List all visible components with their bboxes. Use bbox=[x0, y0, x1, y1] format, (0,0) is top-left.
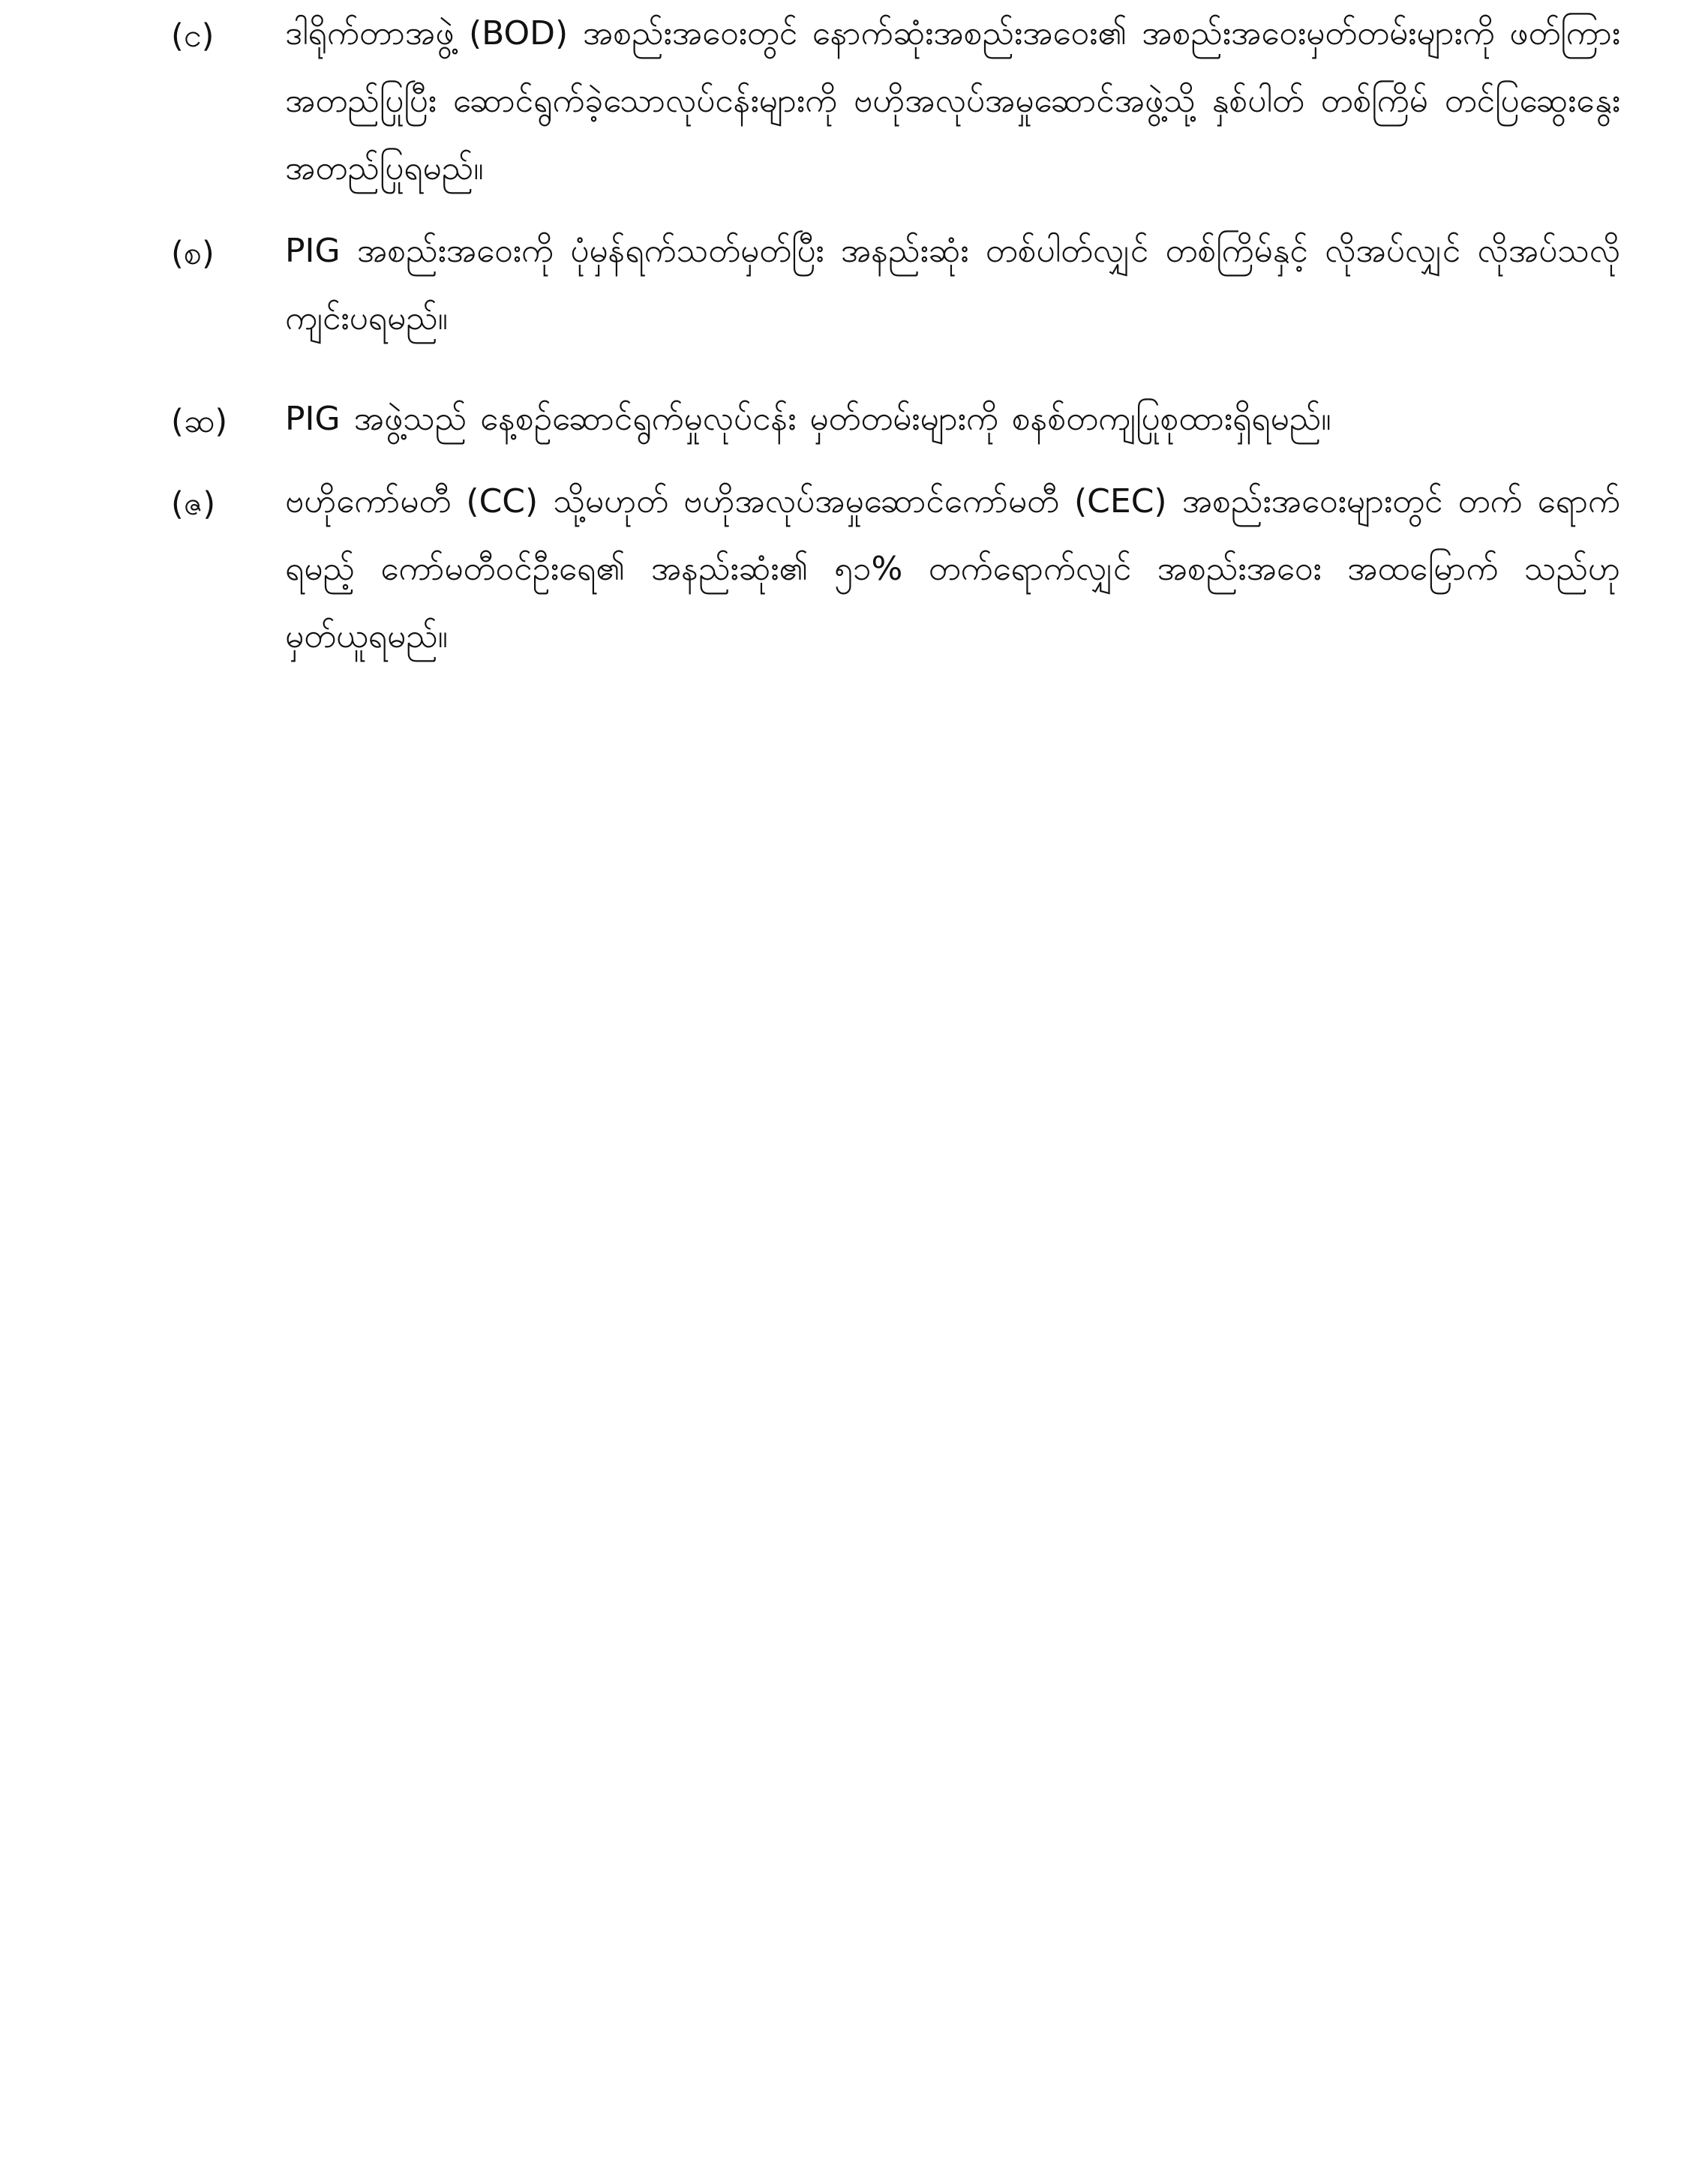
list-item bbox=[171, 386, 1620, 460]
item-marker: (င) bbox=[171, 17, 215, 55]
item-text: ဒါရိုက်တာအဖွဲ့ (BOD) အစည်းအဝေးတွင် နောက်ဆုံးအစည်းအဝေး၏ အစည်းအဝေးမှတ်တမ်းများကို ဖတ်ကြားအတည်ပြုပြီး ဆောင်ရွက်ခဲ့သောလုပ်ငန်းများကို ဗဟိုအလုပ်အမှုဆောင်အဖွဲ့သို့ နှစ်ပါတ် တစ်ကြိမ် တင်ပြဆွေးနွေးအတည်ပြုရမည်။ bbox=[285, 14, 1620, 188]
rules-list bbox=[171, 0, 1620, 670]
item-marker: (ဇ) bbox=[171, 485, 216, 523]
list-item bbox=[171, 0, 1620, 202]
list-item bbox=[171, 218, 1620, 370]
list-item bbox=[171, 468, 1620, 670]
item-text: PIG အစည်းအဝေးကို ပုံမှန်ရက်သတ်မှတ်ပြီး အနည်းဆုံး တစ်ပါတ်လျှင် တစ်ကြိမ်နှင့် လိုအပ်လျှင် လိုအပ်သလို ကျင်းပရမည်။ bbox=[285, 232, 1620, 338]
item-text: PIG အဖွဲ့သည် နေ့စဉ်ဆောင်ရွက်မှုလုပ်ငန်း မှတ်တမ်းများကို စနစ်တကျပြုစုထားရှိရမည်။ bbox=[285, 400, 1331, 438]
item-marker: (စ) bbox=[171, 235, 215, 272]
item-text: ဗဟိုကော်မတီ (CC) သို့မဟုတ် ဗဟိုအလုပ်အမှုဆောင်ကော်မတီ (CEC) အစည်းအဝေးများတွင် တက် ရောက်ရမည့် ကော်မတီဝင်ဦးရေ၏ အနည်းဆုံး၏ ၅၁% တက်ရောက်လျှင် အစည်းအဝေး အထမြောက် သည်ဟု မှတ်ယူရမည်။ bbox=[285, 482, 1620, 656]
item-marker: (ဆ) bbox=[171, 403, 228, 440]
